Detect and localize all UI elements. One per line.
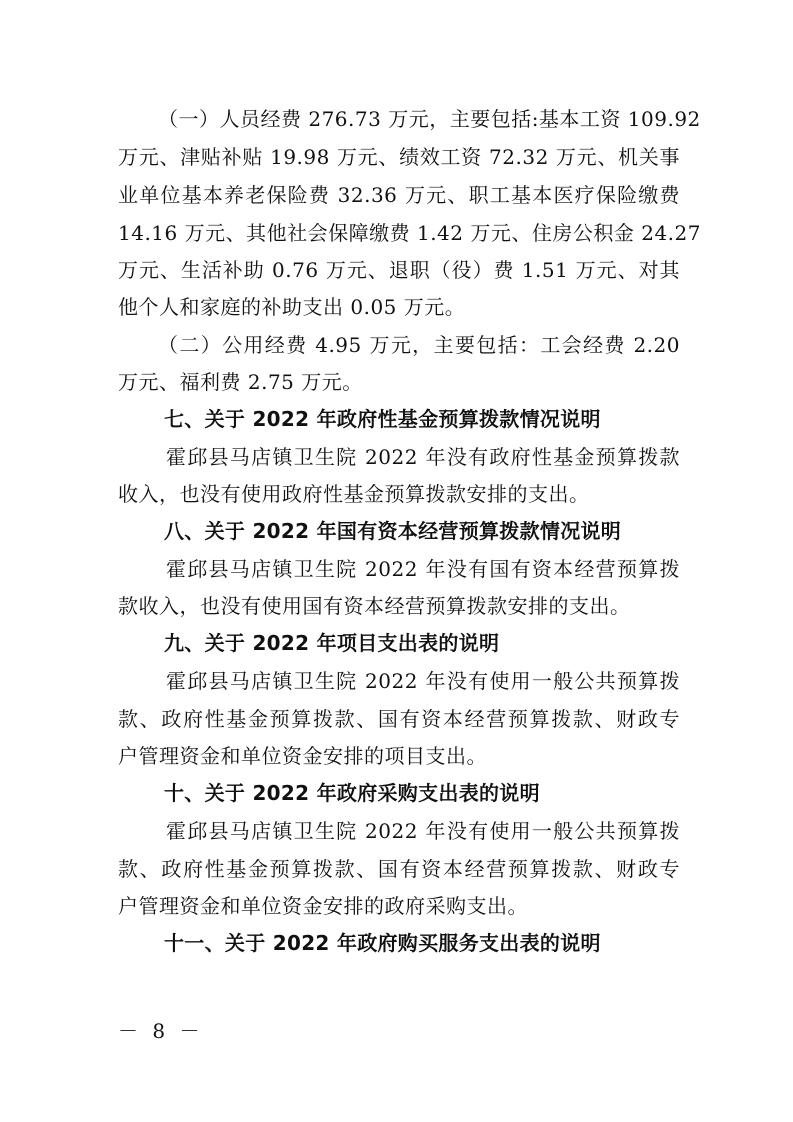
section7-body-line-2: 收入，也没有使用政府性基金预算拨款安排的支出。 <box>118 482 590 506</box>
section9-body-line-3: 户管理资金和单位资金安排的项目支出。 <box>118 744 487 768</box>
personnel-expense-line-2: 万元、津贴补贴 19.98 万元、绩效工资 72.32 万元、机关事 <box>118 145 680 169</box>
personnel-expense-line-3: 业单位基本养老保险费 32.36 万元、职工基本医疗保险缴费 <box>118 183 680 207</box>
section9-body-line-1: 霍邱县马店镇卫生院 2022 年没有使用一般公共预算拨 <box>166 669 680 693</box>
personnel-expense-line-4: 14.16 万元、其他社会保障缴费 1.42 万元、住房公积金 24.27 <box>118 221 701 245</box>
section9-body-line-2: 款、政府性基金预算拨款、国有资本经营预算拨款、财政专 <box>118 707 680 731</box>
section10-body-line-2: 款、政府性基金预算拨款、国有资本经营预算拨款、财政专 <box>118 857 680 881</box>
section8-heading: 八、关于 2022 年国有资本经营预算拨款情况说明 <box>164 519 622 543</box>
section10-heading: 十、关于 2022 年政府采购支出表的说明 <box>164 781 540 805</box>
public-expense-line-2: 万元、福利费 2.75 万元。 <box>118 370 363 394</box>
page-number: － 8 － <box>118 1019 204 1043</box>
section8-body-line-1: 霍邱县马店镇卫生院 2022 年没有国有资本经营预算拨 <box>166 557 680 581</box>
personnel-expense-line-5: 万元、生活补助 0.76 万元、退职（役）费 1.51 万元、对其 <box>118 258 680 282</box>
section7-heading: 七、关于 2022 年政府性基金预算拨款情况说明 <box>164 407 601 431</box>
section7-body-line-1: 霍邱县马店镇卫生院 2022 年没有政府性基金预算拨款 <box>166 445 680 469</box>
section11-heading: 十一、关于 2022 年政府购买服务支出表的说明 <box>164 931 601 955</box>
section8-body-line-2: 款收入，也没有使用国有资本经营预算拨款安排的支出。 <box>118 594 631 618</box>
public-expense-line-1: （二）公用经费 4.95 万元，主要包括：工会经费 2.20 <box>158 333 680 357</box>
section9-heading: 九、关于 2022 年项目支出表的说明 <box>164 631 500 655</box>
section10-body-line-3: 户管理资金和单位资金安排的政府采购支出。 <box>118 894 528 918</box>
personnel-expense-line-1: （一）人员经费 276.73 万元，主要包括:基本工资 109.92 <box>158 107 701 131</box>
section10-body-line-1: 霍邱县马店镇卫生院 2022 年没有使用一般公共预算拨 <box>166 819 680 843</box>
personnel-expense-line-6: 他个人和家庭的补助支出 0.05 万元。 <box>118 295 466 319</box>
